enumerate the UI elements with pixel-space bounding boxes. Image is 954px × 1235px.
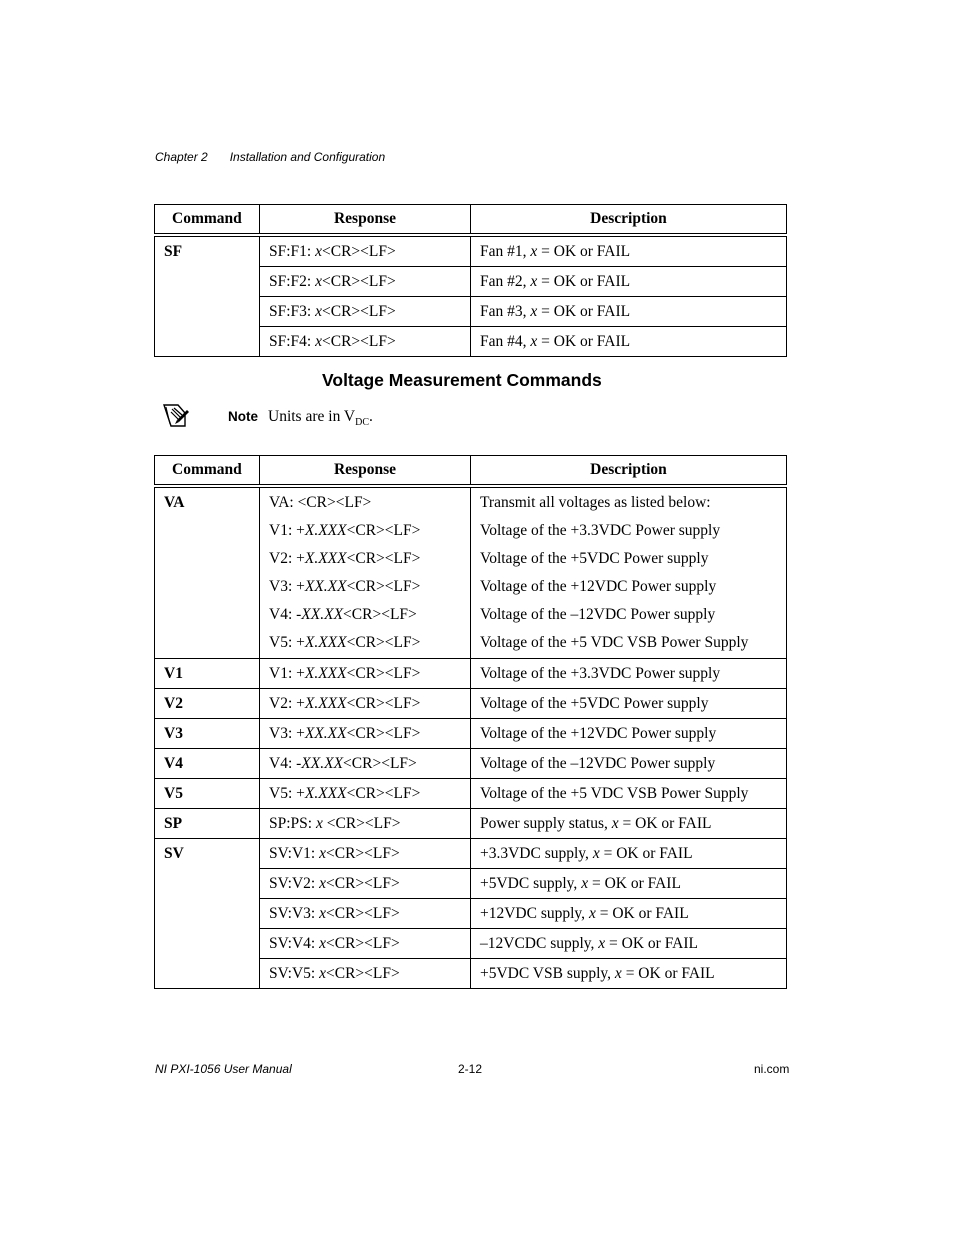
description-cell: Fan #3, x = OK or FAIL [471,297,787,327]
description-cell: Fan #4, x = OK or FAIL [471,327,787,357]
response-line: VA: <CR><LF> [269,494,372,511]
table-row [155,689,787,719]
table-row [155,719,787,749]
description-cell: Voltage of the +3.3VDC Power supply [471,659,787,689]
col-header-command: Command [155,456,260,487]
description-line: Voltage of the –12VDC Power supply [480,606,716,623]
description-cell: +12VDC supply, x = OK or FAIL [471,899,787,929]
command-cell: V1 [155,659,260,689]
voltage-command-table [154,455,787,989]
section-label: Installation and Configuration [229,150,386,164]
running-header [155,150,385,164]
response-line: V4: -XX.XX<CR><LF> [269,606,417,623]
note-text-end: . [369,408,373,425]
table-row [155,839,787,869]
description-cell: Voltage of the +5 VDC VSB Power Supply [471,779,787,809]
description-cell: Voltage of the +12VDC Power supply [471,719,787,749]
description-cell: Fan #2, x = OK or FAIL [471,267,787,297]
response-cell: SV:V1: x<CR><LF> [260,839,471,869]
description-line: Voltage of the +5 VDC VSB Power Supply [480,634,749,651]
response-cell: SF:F2: x<CR><LF> [260,267,471,297]
description-cell: Voltage of the +5VDC Power supply [471,689,787,719]
command-cell: SP [155,809,260,839]
response-cell: SV:V3: x<CR><LF> [260,899,471,929]
response-line: V5: +X.XXX<CR><LF> [269,634,421,651]
response-cell: SV:V5: x<CR><LF> [260,959,471,989]
response-cell [260,486,471,659]
command-cell: VA [155,486,260,659]
response-cell: V3: +XX.XX<CR><LF> [260,719,471,749]
response-line: V1: +X.XXX<CR><LF> [269,522,421,539]
command-cell: V5 [155,779,260,809]
description-cell: Fan #1, x = OK or FAIL [471,235,787,267]
note-text-main: Units are in V [268,408,356,425]
command-cell: SF [155,235,260,357]
command-cell: V4 [155,749,260,779]
note-hand-icon [161,402,191,435]
command-cell: V2 [155,689,260,719]
response-cell: SV:V4: x<CR><LF> [260,929,471,959]
footer-manual-title: NI PXI-1056 User Manual [155,1062,292,1076]
description-cell: –12VCDC supply, x = OK or FAIL [471,929,787,959]
response-cell: V4: -XX.XX<CR><LF> [260,749,471,779]
response-cell: V5: +X.XXX<CR><LF> [260,779,471,809]
description-cell: Voltage of the –12VDC Power supply [471,749,787,779]
footer-website: ni.com [754,1062,790,1076]
section-heading: Voltage Measurement Commands [322,370,602,390]
command-cell: SV [155,839,260,989]
table-row [155,809,787,839]
description-cell: +5VDC supply, x = OK or FAIL [471,869,787,899]
response-cell: SF:F3: x<CR><LF> [260,297,471,327]
table-row [155,659,787,689]
table-row [155,235,787,267]
description-line: Voltage of the +5VDC Power supply [480,550,709,567]
col-header-response: Response [260,456,471,487]
response-cell: SF:F1: x<CR><LF> [260,235,471,267]
col-header-description: Description [471,456,787,487]
note-text [268,408,373,428]
response-line: V2: +X.XXX<CR><LF> [269,550,421,567]
response-cell: V2: +X.XXX<CR><LF> [260,689,471,719]
description-cell: Power supply status, x = OK or FAIL [471,809,787,839]
voltage-table-body [155,486,787,989]
response-line: V3: +XX.XX<CR><LF> [269,578,421,595]
description-cell: +5VDC VSB supply, x = OK or FAIL [471,959,787,989]
response-cell: SV:V2: x<CR><LF> [260,869,471,899]
description-line: Transmit all voltages as listed below: [480,494,711,511]
fan-table-body [155,235,787,357]
table-row [155,749,787,779]
chapter-label: Chapter 2 [155,150,208,164]
description-line: Voltage of the +12VDC Power supply [480,578,717,595]
response-cell: V1: +X.XXX<CR><LF> [260,659,471,689]
footer-page-number: 2-12 [458,1062,483,1076]
col-header-response: Response [260,205,471,236]
note-text-subscript: DC [355,417,370,429]
description-cell [471,486,787,659]
table-row [155,779,787,809]
description-cell: +3.3VDC supply, x = OK or FAIL [471,839,787,869]
response-cell: SP:PS: x <CR><LF> [260,809,471,839]
col-header-command: Command [155,205,260,236]
col-header-description: Description [471,205,787,236]
note-label: Note [228,409,258,424]
table-row [155,486,787,659]
response-cell: SF:F4: x<CR><LF> [260,327,471,357]
description-line: Voltage of the +3.3VDC Power supply [480,522,721,539]
fan-command-table [154,204,787,357]
command-cell: V3 [155,719,260,749]
